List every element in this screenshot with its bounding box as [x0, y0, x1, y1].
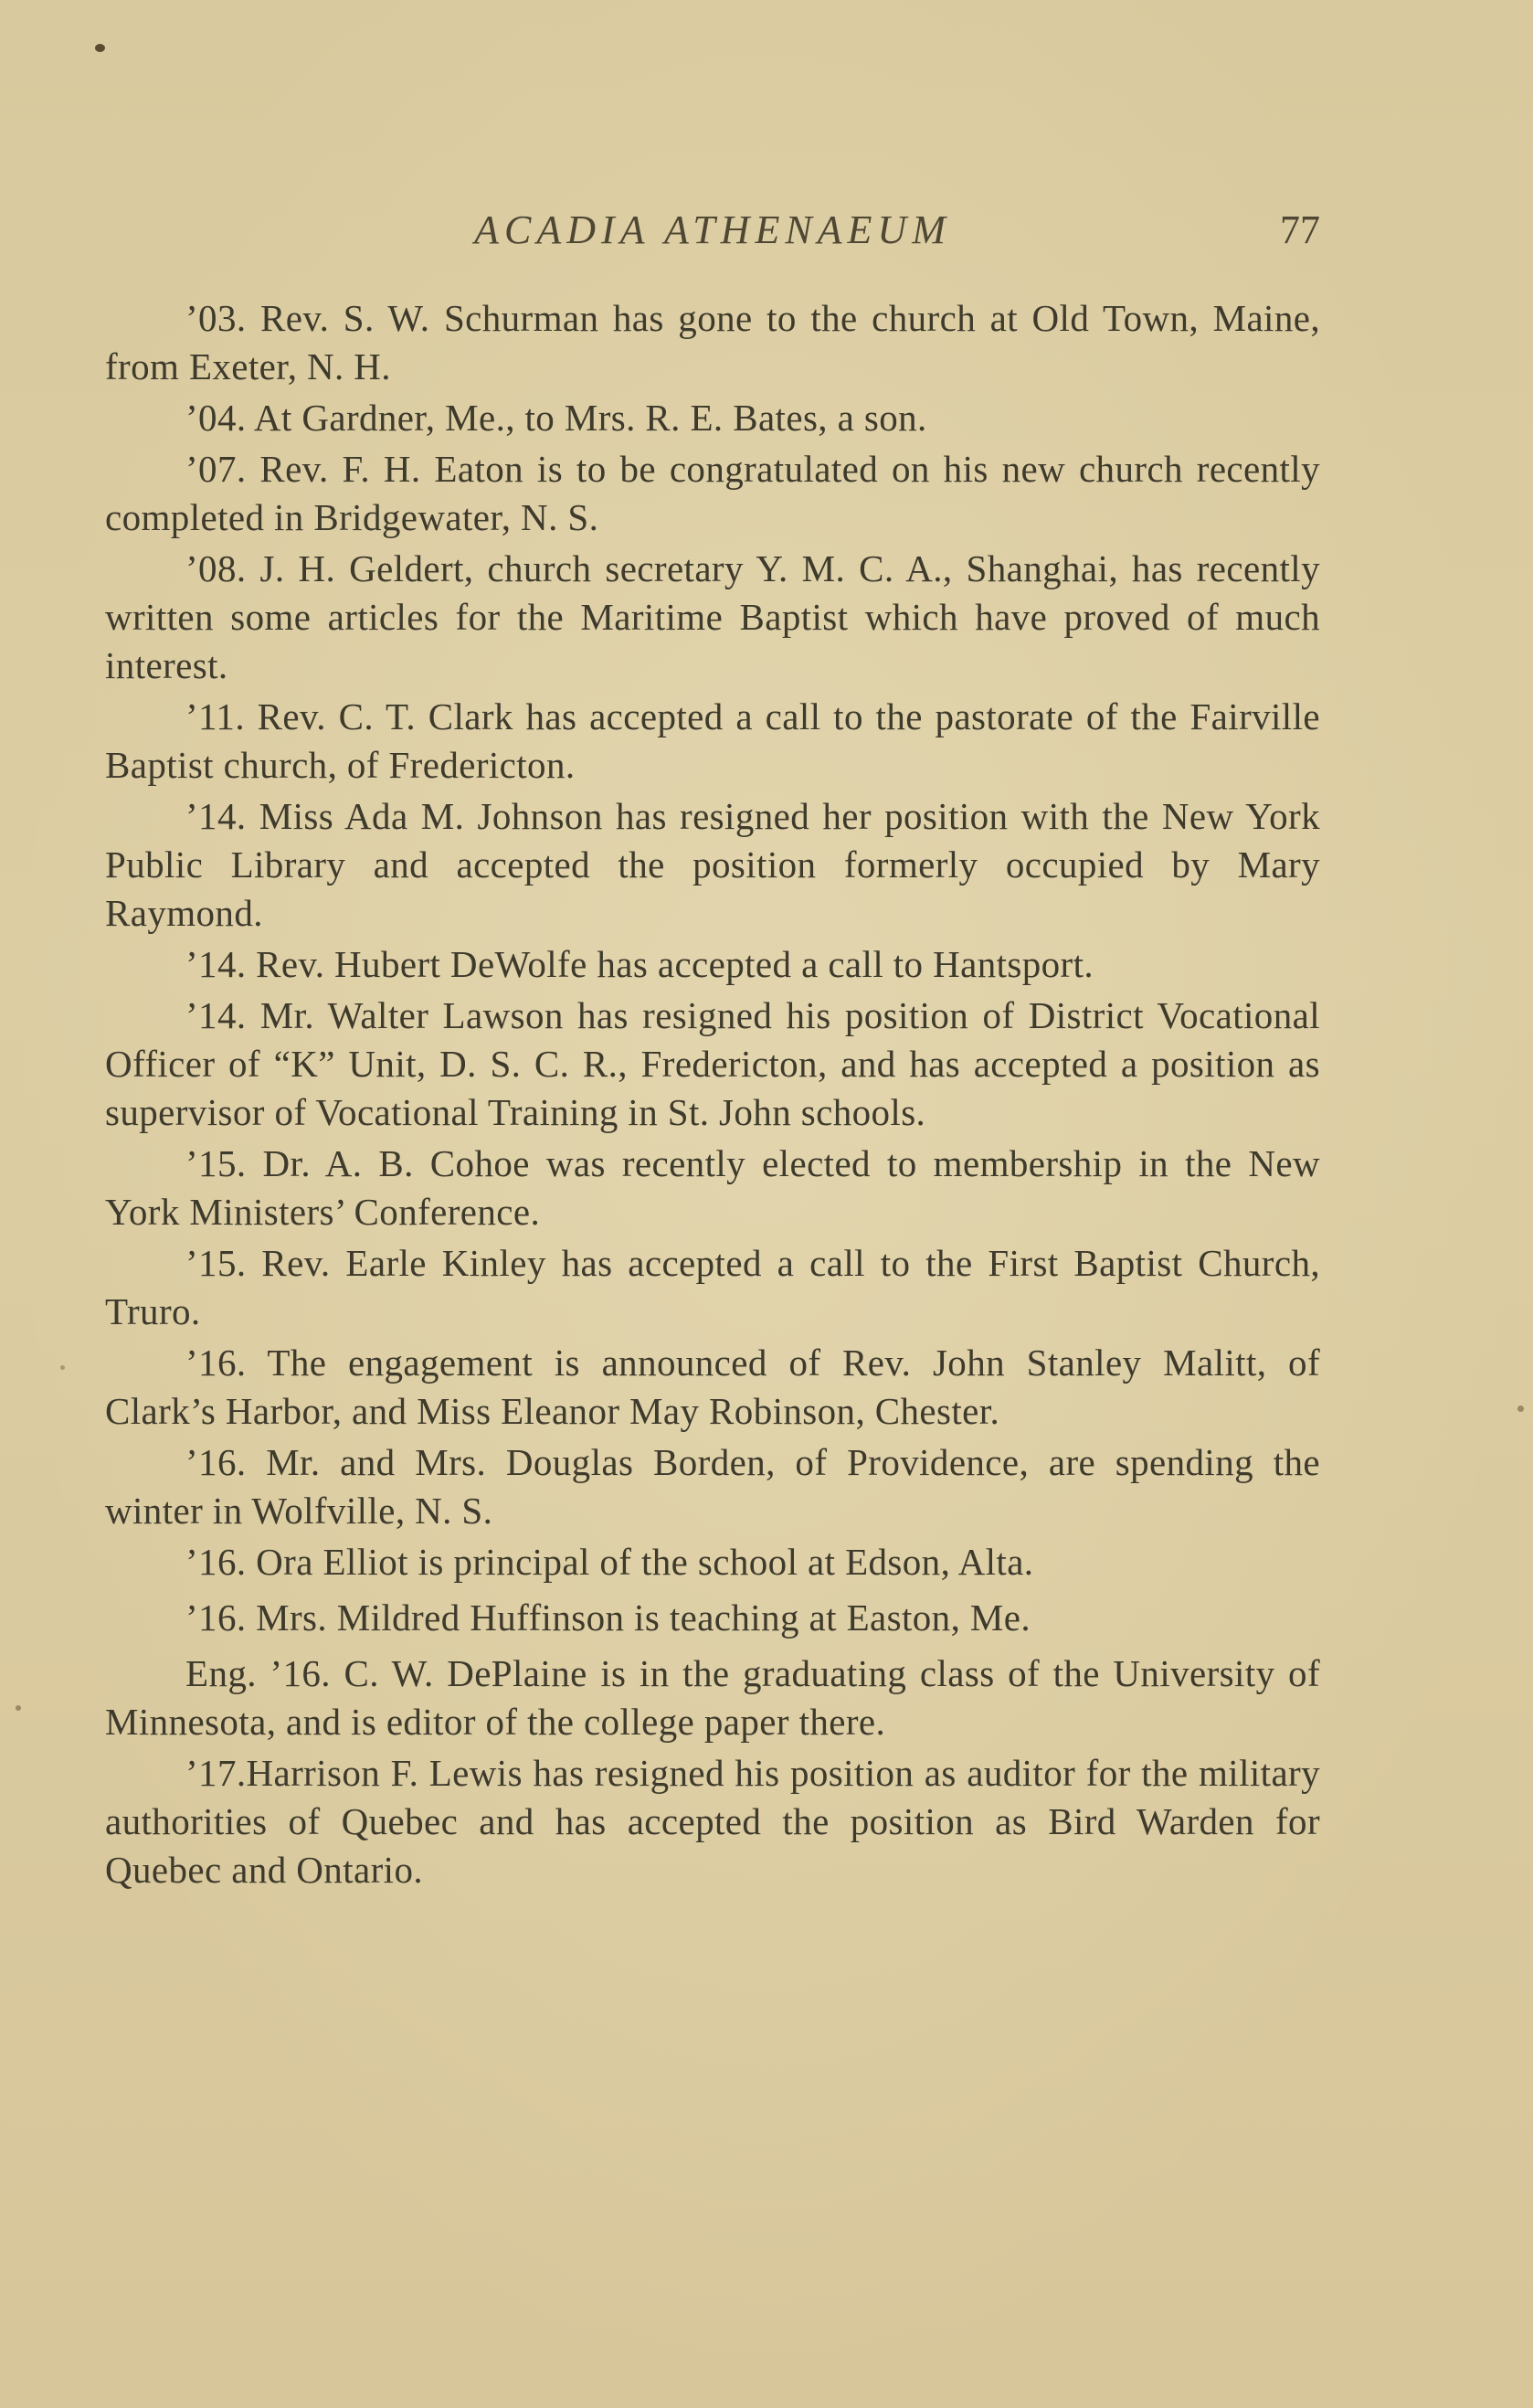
- note-entry: Eng. ’16. C. W. DePlaine is in the graduating class of the University of Minnesota, and is editor of the college paper there.: [105, 1652, 1320, 1743]
- note-entry: ’08. J. H. Geldert, church secretary Y. M. C. A., Shanghai, has recently written some articles for the Maritime Baptist which have proved of much interest.: [105, 547, 1320, 686]
- note-entry: ’16. Mr. and Mrs. Douglas Borden, of Providence, are spending the winter in Wolfville, N. S.: [105, 1441, 1320, 1532]
- ink-speck: [16, 1705, 21, 1711]
- ink-speck: [95, 44, 105, 52]
- note-entry: ’14. Mr. Walter Lawson has resigned his position of District Vocational Officer of “K” Unit, D. S. C. R., Fredericton, and has accepted a position as supervisor of Vocational Training in St. John schools.: [105, 994, 1320, 1133]
- note-entry: ’03. Rev. S. W. Schurman has gone to the church at Old Town, Maine, from Exeter, N. H.: [105, 297, 1320, 387]
- note-entry: ’14. Miss Ada M. Johnson has resigned her position with the New York Public Library and accepted the position formerly occupied by Mary Raymond.: [105, 795, 1320, 934]
- page-number: 77: [1280, 207, 1320, 252]
- alumni-notes: [105, 294, 1320, 1897]
- running-title: ACADIA ATHENAEUM: [474, 207, 951, 252]
- note-entry: ’16. The engagement is announced of Rev. John Stanley Malitt, of Clark’s Harbor, and Miss Eleanor May Robinson, Chester.: [105, 1342, 1320, 1432]
- note-entry: ’15. Dr. A. B. Cohoe was recently elected to membership in the New York Ministers’ Conference.: [105, 1142, 1320, 1233]
- note-entry: ’04. At Gardner, Me., to Mrs. R. E. Bates, a son.: [185, 397, 927, 439]
- ink-speck: [1517, 1406, 1524, 1412]
- note-entry: ’15. Rev. Earle Kinley has accepted a call to the First Baptist Church, Truro.: [105, 1242, 1320, 1332]
- note-entry: ’16. Mrs. Mildred Huffinson is teaching at Easton, Me.: [185, 1596, 1031, 1639]
- note-entry: ’17.Harrison F. Lewis has resigned his position as auditor for the military authorities of Quebec and has accepted the position as Bird Warden for Quebec and Ontario.: [105, 1752, 1320, 1891]
- page-header: [105, 207, 1320, 261]
- ink-speck: [60, 1365, 65, 1370]
- note-entry: ’16. Ora Elliot is principal of the school at Edson, Alta.: [185, 1541, 1034, 1583]
- note-entry: ’11. Rev. C. T. Clark has accepted a call to the pastorate of the Fairville Baptist church, of Fredericton.: [105, 695, 1320, 786]
- note-entry: ’07. Rev. F. H. Eaton is to be congratulated on his new church recently completed in Bridgewater, N. S.: [105, 448, 1320, 538]
- note-entry: ’14. Rev. Hubert DeWolfe has accepted a call to Hantsport.: [185, 943, 1094, 985]
